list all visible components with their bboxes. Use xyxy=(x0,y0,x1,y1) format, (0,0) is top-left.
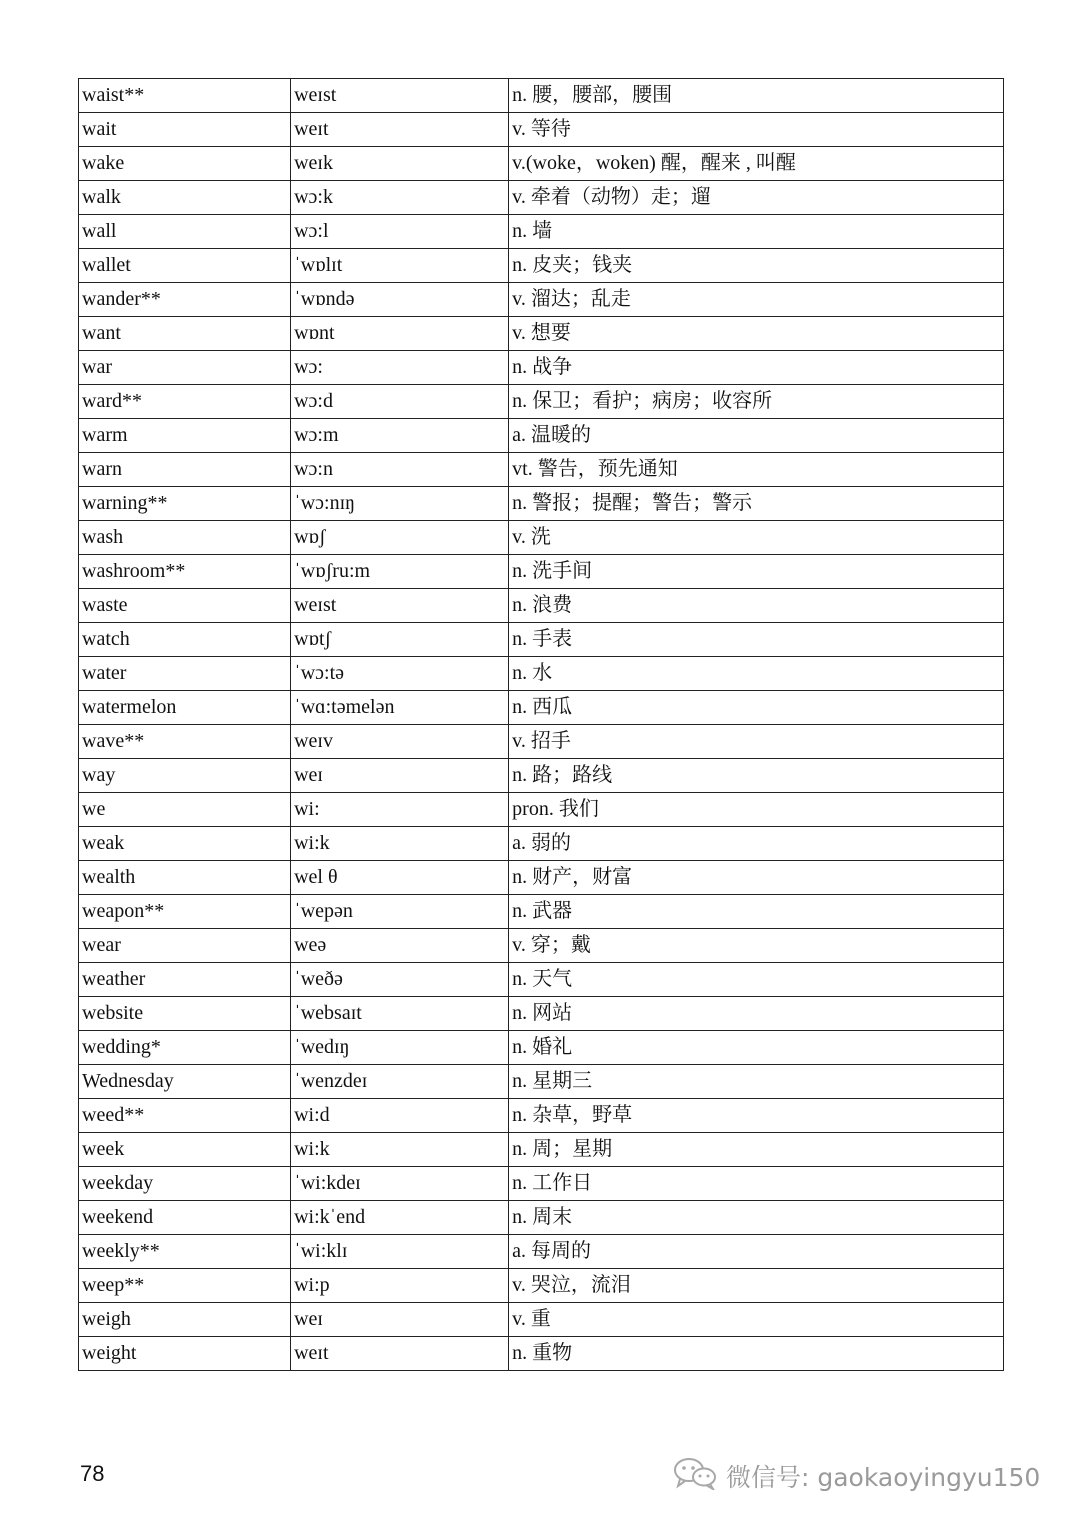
meaning-cell: n. 财产，财富 xyxy=(509,861,1004,895)
word-cell: weak xyxy=(79,827,291,861)
meaning-cell: pron. 我们 xyxy=(509,793,1004,827)
phonetic-cell: wi:k xyxy=(291,827,509,861)
word-cell: watch xyxy=(79,623,291,657)
table-row xyxy=(79,1303,1004,1337)
meaning-cell: n. 星期三 xyxy=(509,1065,1004,1099)
vocabulary-table xyxy=(78,78,1004,1371)
word-cell: wall xyxy=(79,215,291,249)
word-cell: website xyxy=(79,997,291,1031)
word-cell: war xyxy=(79,351,291,385)
phonetic-cell: wɔ:d xyxy=(291,385,509,419)
phonetic-cell: wi:d xyxy=(291,1099,509,1133)
word-cell: warm xyxy=(79,419,291,453)
phonetic-cell: wi:kˈend xyxy=(291,1201,509,1235)
phonetic-cell: wɒʃ xyxy=(291,521,509,555)
table-row xyxy=(79,657,1004,691)
meaning-cell: n. 警报；提醒；警告；警示 xyxy=(509,487,1004,521)
meaning-cell: n. 战争 xyxy=(509,351,1004,385)
word-cell: weep** xyxy=(79,1269,291,1303)
phonetic-cell: wɔ: xyxy=(291,351,509,385)
phonetic-cell: weɪt xyxy=(291,1337,509,1371)
word-cell: wake xyxy=(79,147,291,181)
table-row xyxy=(79,997,1004,1031)
word-cell: watermelon xyxy=(79,691,291,725)
word-cell: weigh xyxy=(79,1303,291,1337)
word-cell: washroom** xyxy=(79,555,291,589)
meaning-cell: n. 武器 xyxy=(509,895,1004,929)
phonetic-cell: ˈwepən xyxy=(291,895,509,929)
word-cell: wander** xyxy=(79,283,291,317)
meaning-cell: n. 保卫；看护；病房；收容所 xyxy=(509,385,1004,419)
table-row xyxy=(79,79,1004,113)
word-cell: warning** xyxy=(79,487,291,521)
phonetic-cell: wɒnt xyxy=(291,317,509,351)
wechat-watermark xyxy=(672,1456,1040,1496)
meaning-cell: n. 网站 xyxy=(509,997,1004,1031)
table-row xyxy=(79,1031,1004,1065)
meaning-cell: n. 路；路线 xyxy=(509,759,1004,793)
meaning-cell: v.(woke，woken) 醒，醒来 , 叫醒 xyxy=(509,147,1004,181)
meaning-cell: v. 洗 xyxy=(509,521,1004,555)
table-row xyxy=(79,215,1004,249)
phonetic-cell: weɪv xyxy=(291,725,509,759)
meaning-cell: vt. 警告，预先通知 xyxy=(509,453,1004,487)
meaning-cell: n. 周末 xyxy=(509,1201,1004,1235)
word-cell: wealth xyxy=(79,861,291,895)
meaning-cell: n. 手表 xyxy=(509,623,1004,657)
phonetic-cell: ˈwɒʃru:m xyxy=(291,555,509,589)
table-row xyxy=(79,827,1004,861)
phonetic-cell: wi:k xyxy=(291,1133,509,1167)
meaning-cell: v. 牵着（动物）走；遛 xyxy=(509,181,1004,215)
table-row xyxy=(79,283,1004,317)
meaning-cell: n. 洗手间 xyxy=(509,555,1004,589)
table-row xyxy=(79,113,1004,147)
table-row xyxy=(79,147,1004,181)
word-cell: water xyxy=(79,657,291,691)
word-cell: way xyxy=(79,759,291,793)
phonetic-cell: wel θ xyxy=(291,861,509,895)
word-cell: warn xyxy=(79,453,291,487)
phonetic-cell: wɔ:l xyxy=(291,215,509,249)
word-cell: weapon** xyxy=(79,895,291,929)
phonetic-cell: wi:p xyxy=(291,1269,509,1303)
meaning-cell: n. 墙 xyxy=(509,215,1004,249)
table-row xyxy=(79,249,1004,283)
meaning-cell: a. 弱的 xyxy=(509,827,1004,861)
phonetic-cell: ˈwɒlɪt xyxy=(291,249,509,283)
meaning-cell: n. 婚礼 xyxy=(509,1031,1004,1065)
meaning-cell: v. 重 xyxy=(509,1303,1004,1337)
meaning-cell: n. 浪费 xyxy=(509,589,1004,623)
table-row xyxy=(79,895,1004,929)
phonetic-cell: ˈwɔ:tə xyxy=(291,657,509,691)
meaning-cell: n. 周；星期 xyxy=(509,1133,1004,1167)
word-cell: ward** xyxy=(79,385,291,419)
table-row xyxy=(79,521,1004,555)
word-cell: weather xyxy=(79,963,291,997)
meaning-cell: a. 每周的 xyxy=(509,1235,1004,1269)
word-cell: wash xyxy=(79,521,291,555)
word-cell: waste xyxy=(79,589,291,623)
table-row xyxy=(79,419,1004,453)
phonetic-cell: ˈwɑ:təmelən xyxy=(291,691,509,725)
meaning-cell: n. 杂草，野草 xyxy=(509,1099,1004,1133)
table-row xyxy=(79,1099,1004,1133)
phonetic-cell: ˈwebsaɪt xyxy=(291,997,509,1031)
table-row xyxy=(79,929,1004,963)
meaning-cell: v. 招手 xyxy=(509,725,1004,759)
phonetic-cell: wɔ:m xyxy=(291,419,509,453)
table-row xyxy=(79,793,1004,827)
table-row xyxy=(79,1133,1004,1167)
phonetic-cell: ˈwɒndə xyxy=(291,283,509,317)
phonetic-cell: wɒtʃ xyxy=(291,623,509,657)
word-cell: wallet xyxy=(79,249,291,283)
phonetic-cell: weɪt xyxy=(291,113,509,147)
table-row xyxy=(79,1235,1004,1269)
table-row xyxy=(79,759,1004,793)
phonetic-cell: wi: xyxy=(291,793,509,827)
word-cell: week xyxy=(79,1133,291,1167)
table-row xyxy=(79,487,1004,521)
table-row xyxy=(79,351,1004,385)
phonetic-cell: weɪst xyxy=(291,589,509,623)
meaning-cell: n. 腰，腰部，腰围 xyxy=(509,79,1004,113)
table-row xyxy=(79,181,1004,215)
word-cell: we xyxy=(79,793,291,827)
word-cell: want xyxy=(79,317,291,351)
table-row xyxy=(79,453,1004,487)
meaning-cell: v. 等待 xyxy=(509,113,1004,147)
word-cell: wear xyxy=(79,929,291,963)
vocabulary-table-body xyxy=(79,79,1004,1371)
table-row xyxy=(79,385,1004,419)
table-row xyxy=(79,861,1004,895)
phonetic-cell: weɪk xyxy=(291,147,509,181)
meaning-cell: a. 温暖的 xyxy=(509,419,1004,453)
word-cell: weight xyxy=(79,1337,291,1371)
phonetic-cell: wɔ:k xyxy=(291,181,509,215)
phonetic-cell: ˈwedɪŋ xyxy=(291,1031,509,1065)
word-cell: walk xyxy=(79,181,291,215)
meaning-cell: n. 工作日 xyxy=(509,1167,1004,1201)
phonetic-cell: weɪ xyxy=(291,1303,509,1337)
meaning-cell: n. 重物 xyxy=(509,1337,1004,1371)
word-cell: weekend xyxy=(79,1201,291,1235)
page-number: 78 xyxy=(80,1461,105,1486)
word-cell: weekly** xyxy=(79,1235,291,1269)
table-row xyxy=(79,1269,1004,1303)
table-row xyxy=(79,1337,1004,1371)
meaning-cell: v. 哭泣，流泪 xyxy=(509,1269,1004,1303)
meaning-cell: v. 想要 xyxy=(509,317,1004,351)
table-row xyxy=(79,1065,1004,1099)
table-row xyxy=(79,963,1004,997)
phonetic-cell: ˈwi:klɪ xyxy=(291,1235,509,1269)
phonetic-cell: ˈwenzdeɪ xyxy=(291,1065,509,1099)
meaning-cell: n. 皮夹；钱夹 xyxy=(509,249,1004,283)
word-cell: Wednesday xyxy=(79,1065,291,1099)
phonetic-cell: ˈweðə xyxy=(291,963,509,997)
table-row xyxy=(79,1167,1004,1201)
table-row xyxy=(79,317,1004,351)
word-cell: waist** xyxy=(79,79,291,113)
word-cell: weekday xyxy=(79,1167,291,1201)
phonetic-cell: weə xyxy=(291,929,509,963)
table-row xyxy=(79,589,1004,623)
wechat-icon xyxy=(672,1456,726,1496)
phonetic-cell: weɪ xyxy=(291,759,509,793)
meaning-cell: n. 西瓜 xyxy=(509,691,1004,725)
word-cell: wait xyxy=(79,113,291,147)
watermark-text: 微信号: gaokaoyingyu150 xyxy=(726,1463,1041,1492)
phonetic-cell: ˈwɔ:nɪŋ xyxy=(291,487,509,521)
meaning-cell: n. 天气 xyxy=(509,963,1004,997)
word-cell: wedding* xyxy=(79,1031,291,1065)
word-cell: wave** xyxy=(79,725,291,759)
table-row xyxy=(79,1201,1004,1235)
word-cell: weed** xyxy=(79,1099,291,1133)
meaning-cell: v. 穿；戴 xyxy=(509,929,1004,963)
phonetic-cell: ˈwi:kdeɪ xyxy=(291,1167,509,1201)
table-row xyxy=(79,691,1004,725)
table-row xyxy=(79,725,1004,759)
meaning-cell: n. 水 xyxy=(509,657,1004,691)
phonetic-cell: wɔ:n xyxy=(291,453,509,487)
table-row xyxy=(79,555,1004,589)
table-row xyxy=(79,623,1004,657)
phonetic-cell: weɪst xyxy=(291,79,509,113)
meaning-cell: v. 溜达；乱走 xyxy=(509,283,1004,317)
